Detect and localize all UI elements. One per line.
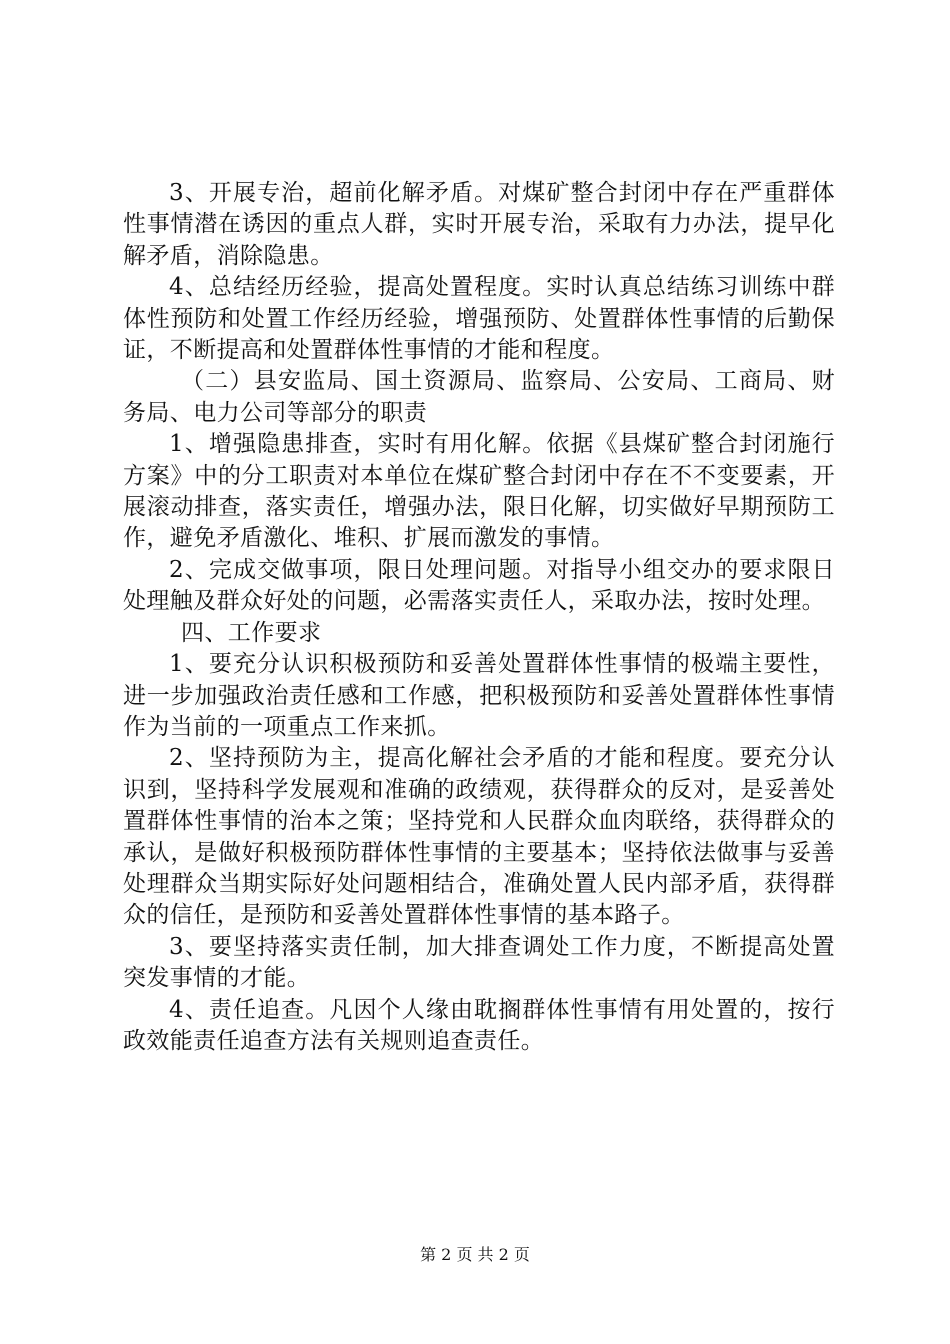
paragraph-measure-4: 4、总结经历经验，提高处置程度。实时认真总结练习训练中群体性预防和处置工作经历经验，增强预防、处置群体性事情的后勤保证，不断提高和处置群体性事情的才能和程度。: [123, 274, 835, 364]
section-heading-departments: （二）县安监局、国土资源局、监察局、公安局、工商局、财务局、电力公司等部分的职责: [123, 368, 835, 426]
paragraph-requirement-4: 4、责任追查。凡因个人缘由耽搁群体性事情有用处置的，按行政效能责任追查方法有关规则追查责任。: [123, 996, 835, 1054]
document-body: [123, 178, 835, 1057]
paragraph-requirement-2: 2、坚持预防为主，提高化解社会矛盾的才能和程度。要充分认识到，坚持科学发展观和准确的政绩观，获得群众的反对，是妥善处置群体性事情的治本之策；坚持党和人民群众血肉联络，获得群众的承认，是做好积极预防群体性事情的主要基本；坚持依法做事与妥善处理群众当期实际好处问题相结合，准确处置人民内部矛盾，获得群众的信任，是预防和妥善处置群体性事情的基本路子。: [123, 745, 835, 929]
paragraph-duty-1: 1、增强隐患排查，实时有用化解。依据《县煤矿整合封闭施行方案》中的分工职责对本单位在煤矿整合封闭中存在不不变要素，开展滚动排查，落实责任，增强办法，限日化解，切实做好早期预防工作，避免矛盾激化、堆积、扩展而激发的事情。: [123, 431, 835, 552]
section-heading-requirements: 四、工作要求: [181, 619, 322, 646]
paragraph-requirement-1: 1、要充分认识积极预防和妥善处置群体性事情的极端主要性，进一步加强政治责任感和工作感，把积极预防和妥善处置群体性事情作为当前的一项重点工作来抓。: [123, 651, 835, 740]
paragraph-requirement-3: 3、要坚持落实责任制，加大排查调处工作力度，不断提高处置突发事情的才能。: [123, 933, 835, 992]
page-footer: 第 2 页 共 2 页: [420, 1245, 530, 1264]
paragraph-duty-2: 2、完成交做事项，限日处理问题。对指导小组交办的要求限日处理触及群众好处的问题，必需落实责任人，采取办法，按时处理。: [123, 556, 835, 615]
paragraph-measure-3: 3、开展专治，超前化解矛盾。对煤矿整合封闭中存在严重群体性事情潜在诱因的重点人群，实时开展专治，采取有力办法，提早化解矛盾，消除隐患。: [123, 180, 835, 269]
